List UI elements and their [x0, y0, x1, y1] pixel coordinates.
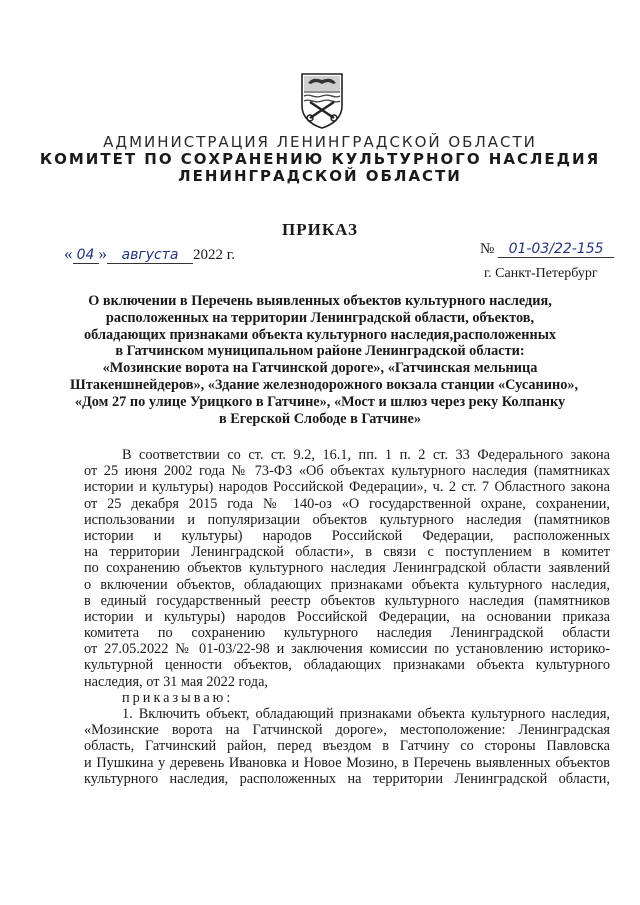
document-title: ПРИКАЗ: [282, 220, 358, 239]
date-day: 04: [73, 247, 99, 264]
date-month: августа: [107, 247, 193, 264]
subject-line: в Егерской Слободе в Гатчине»: [218, 410, 422, 427]
number-value: 01-03/22-155: [498, 241, 614, 258]
body-line: культурной ценности объектов, обладающих признаками объекта культурного: [84, 657, 610, 674]
subject-line: в Гатчинском муниципальном районе Ленинградской области:: [115, 343, 525, 360]
body-line: от 27.05.2022 № 01-03/22-98 и заключения комиссии по установлению историко-: [84, 641, 610, 658]
body-line: 1. Включить объект, обладающий признаками объекта культурного наследия,: [122, 706, 610, 722]
order-city: г. Санкт-Петербург: [484, 266, 598, 281]
order-body: [84, 447, 610, 787]
body-line: культурного наследия, расположенных на территории Ленинградской области,: [84, 770, 610, 787]
body-line: от 25 декабря 2015 года № 140-оз «О государственной охране, сохранении,: [84, 495, 610, 512]
body-line: от 25 июня 2002 года № 73-ФЗ «Об объектах культурного наследия (памятниках: [84, 463, 610, 480]
body-line: по сохранению объектов культурного наследия Ленинградской области заявлений: [84, 560, 610, 577]
body-line: и Пушкина у деревень Ивановка и Новое Мозино, в Перечень выявленных объектов: [84, 754, 610, 771]
header-committee: КОМИТЕТ ПО СОХРАНЕНИЮ КУЛЬТУРНОГО НАСЛЕДИЯ: [39, 150, 601, 168]
body-line: В соответствии со ст. ст. 9.2, 16.1, пп. 1 п. 2 ст. 33 Федерального закона: [122, 447, 610, 463]
subject-line: «Мозинские ворота на Гатчинской дороге», «Гатчинская мельница: [102, 360, 538, 377]
order-number: [480, 241, 614, 258]
subject-line: обладающих признаками объекта культурного наследия,расположенных: [84, 326, 556, 343]
header-region: ЛЕНИНГРАДСКОЙ ОБЛАСТИ: [178, 167, 462, 185]
subject-line: «Дом 27 по улице Урицкого в Гатчине», «Мост и шлюз через реку Колпанку: [74, 393, 566, 410]
subject-line: О включении в Перечень выявленных объектов культурного наследия,: [88, 293, 552, 309]
body-line: истории и культуры) народов Российской Федерации, расположенных: [84, 527, 610, 544]
body-line: наследия, от 31 мая 2022 года,: [84, 673, 268, 690]
number-label: №: [480, 241, 495, 257]
subject-line: расположенных на территории Ленинградской области, объектов,: [105, 309, 535, 326]
body-line: область, Гатчинский район, перед въездом в Гатчину со стороны Павловска: [84, 738, 610, 755]
body-line: «Мозинские ворота на Гатчинской дороге», местоположение: Ленинградская: [84, 722, 610, 739]
header-administration: АДМИНИСТРАЦИЯ ЛЕНИНГРАДСКОЙ ОБЛАСТИ: [103, 133, 537, 151]
body-line: использовании и популяризации объектов культурного наследия (памятников: [84, 511, 610, 528]
body-line: истории и культуры) народов Российской Федерации, на основании приказа: [84, 608, 610, 625]
body-line: истории и культуры) народов Российской Федерации», ч. 2 ст. 7 Областного закона: [84, 479, 610, 496]
order-date: [64, 244, 235, 264]
date-year: 2022 г.: [193, 247, 235, 263]
body-line-decree: приказываю:: [122, 689, 234, 706]
date-open-quote: «: [64, 244, 73, 263]
body-line: комитета по сохранению культурного наследия Ленинградской области: [84, 625, 610, 642]
date-close-quote: »: [98, 244, 107, 263]
body-line: в единый государственный реестр объектов культурного наследия (памятников: [84, 592, 610, 609]
body-line: о включении объектов, обладающих признаками объекта культурного наследия,: [84, 576, 610, 593]
body-line: на территории Ленинградской области», в связи с поступлением в комитет: [84, 544, 610, 561]
subject-line: Штакеншнейдеров», «Здание железнодорожного вокзала станции «Сусанино»,: [70, 376, 579, 393]
coat-of-arms-icon: [300, 72, 344, 130]
order-subject: [70, 293, 579, 427]
